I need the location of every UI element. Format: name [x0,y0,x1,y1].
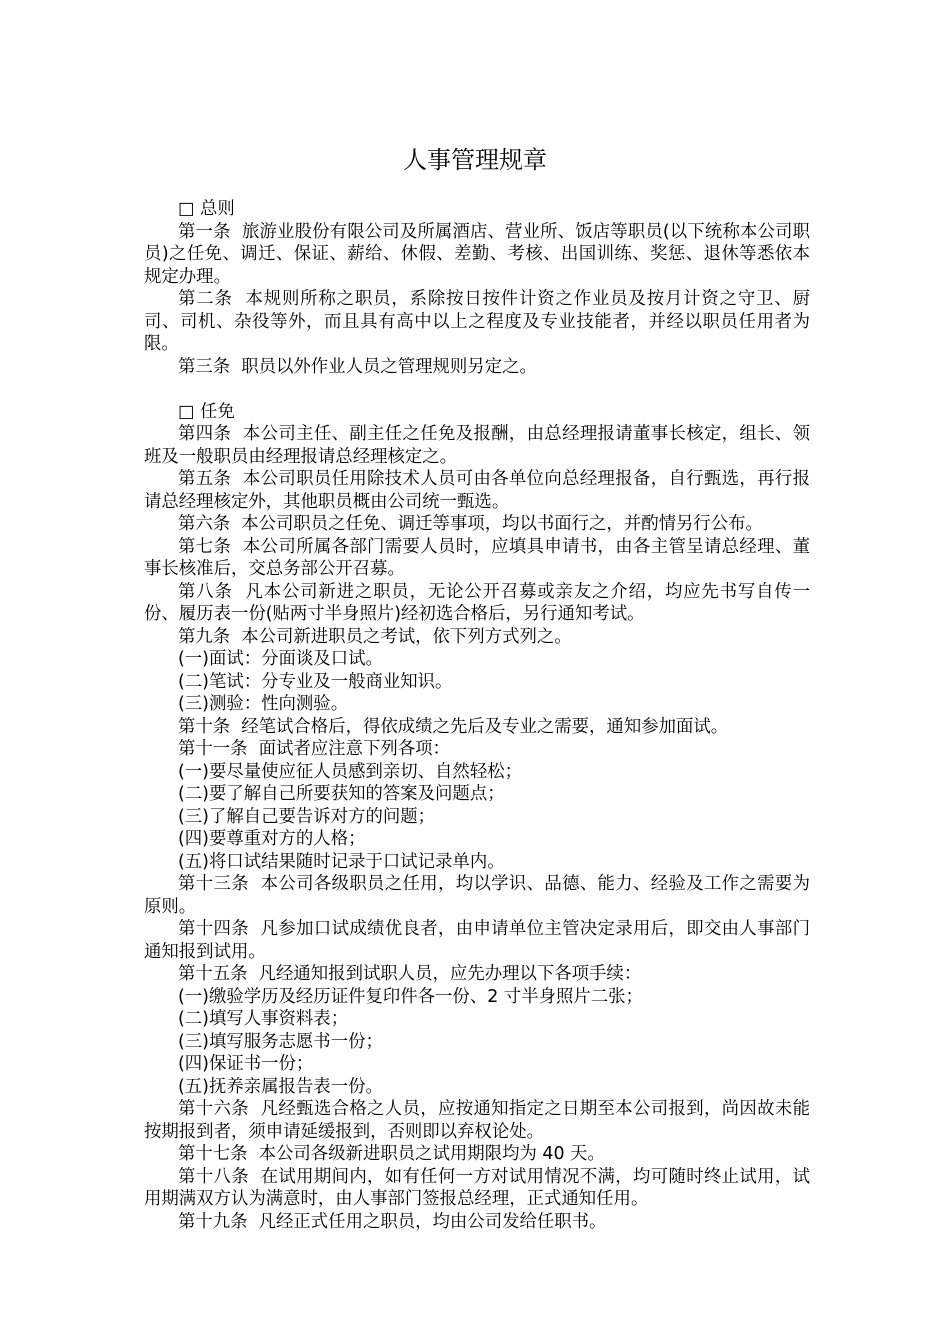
article-9-item-2: (二)笔试：分专业及一般商业知识。 [178,671,453,692]
article-6: 第六条 本公司职员之任免、调迁等事项，均以书面行之，并酌情另行公布。 [178,514,763,534]
article-17: 第十七条 本公司各级新进职员之试用期限均为 40 天。 [178,1144,605,1164]
section-heading-general: □ 总则 [178,199,235,219]
article-18: 第十八条 在试用期间内，如有任何一方对试用情况不满，均可随时终止试用，试用期满双方认为满意时，由人事部门签报总经理，正式通知任用。 [144,1166,810,1209]
article-11-item-3: (三)了解自己要告诉对方的问题； [178,806,436,827]
article-13: 第十三条 本公司各级职员之任用，均以学识、品德、能力、经验及工作之需要为原则。 [144,874,810,917]
article-15-item-4: (四)保证书一份； [178,1054,314,1074]
article-1: 第一条 旅游业股份有限公司及所属酒店、营业所、饭店等职员(以下统称本公司职员)之任免、调迁、保证、薪给、休假、差勤、考核、出国训练、奖惩、退休等悉依本规定办理。 [144,221,810,287]
article-9-item-3: (三)测验：性向测验。 [178,694,349,714]
article-2: 第二条 本规则所称之职员，系除按日按件计资之作业员及按月计资之守卫、厨司、司机、杂役等外，而且具有高中以上之程度及专业技能者，并经以职员任用者为限。 [144,289,810,354]
article-15-item-1: (一)缴验学历及经历证件复印件各一份、2 寸半身照片二张； [178,986,643,1007]
article-3: 第三条 职员以外作业人员之管理规则另定之。 [178,356,537,377]
article-10: 第十条 经笔试合格后，得依成绩之先后及专业之需要，通知参加面试。 [178,716,729,737]
section-heading-appointment: □ 任免 [178,401,235,422]
article-9-item-1: (一)面试：分面谈及口试。 [178,649,383,669]
article-11-item-5: (五)将口试结果随时记录于口试记录单内。 [178,851,505,872]
section-spacer [144,378,810,401]
article-8: 第八条 凡本公司新进之职员，无论公开召募或亲友之介绍，均应先书写自传一份、履历表一份(贴两寸半身照片)经初选合格后，另行通知考试。 [144,581,810,624]
article-15-item-2: (二)填写人事资料表； [178,1009,349,1029]
article-5: 第五条 本公司职员任用除技术人员可由各单位向总经理报备，自行甄选，再行报请总经理核定外，其他职员概由公司统一甄选。 [144,469,810,512]
article-9: 第九条 本公司新进职员之考试，依下列方式列之。 [178,626,572,647]
article-11-item-4: (四)要尊重对方的人格； [178,829,366,849]
article-11-item-1: (一)要尽量使应征人员感到亲切、自然轻松； [178,761,522,782]
document-title: 人事管理规章 [403,146,547,174]
article-4: 第四条 本公司主任、副主任之任免及报酬，由总经理报请董事长核定，组长、领班及一般职员由经理报请总经理核定之。 [144,424,810,467]
article-14: 第十四条 凡参加口试成绩优良者，由申请单位主管决定录用后，即交由人事部门通知报到试用。 [144,919,810,962]
article-15-item-5: (五)抚养亲属报告表一份。 [178,1076,383,1097]
article-11: 第十一条 面试者应注意下列各项： [178,739,450,759]
article-7: 第七条 本公司所属各部门需要人员时，应填具申请书，由各主管呈请总经理、董事长核准后，交总务部公开召募。 [144,536,810,579]
article-15-item-3: (三)填写服务志愿书一份； [178,1031,383,1052]
article-19: 第十九条 凡经正式任用之职员，均由公司发给任职书。 [178,1211,607,1232]
article-15: 第十五条 凡经通知报到试职人员，应先办理以下各项手续： [178,964,642,984]
article-16: 第十六条 凡经甄选合格之人员，应按通知指定之日期至本公司报到，尚因故未能按期报到者，须申请延缓报到，否则即以弃权论处。 [144,1099,810,1142]
document-body [144,198,810,1233]
article-11-item-2: (二)要了解自己所要获知的答案及问题点； [178,784,505,804]
